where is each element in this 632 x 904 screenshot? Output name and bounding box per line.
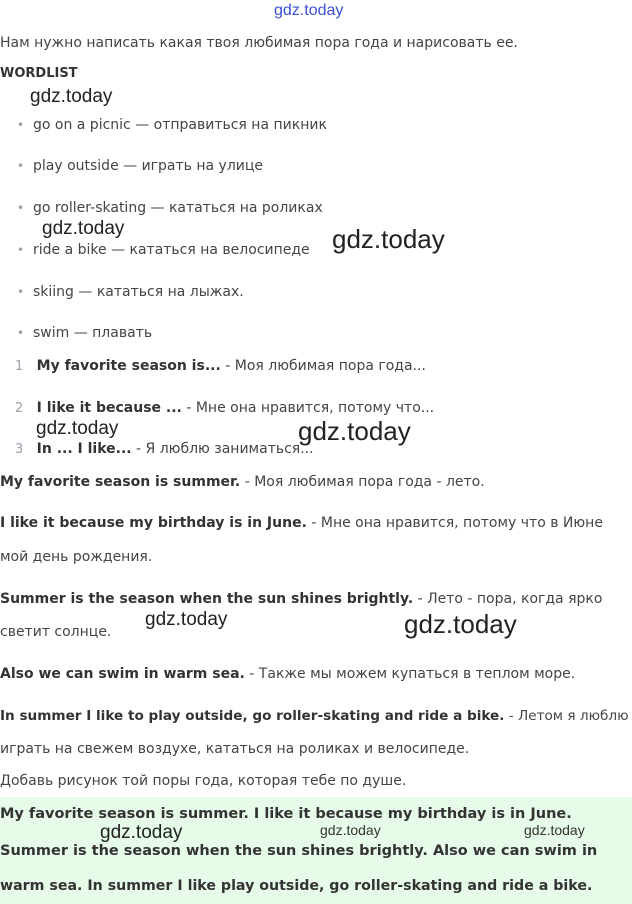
watermark: gdz.today bbox=[30, 86, 113, 107]
list-item: • swim — плавать bbox=[17, 325, 153, 341]
phrase-item: 2 I like it because ... - Мне она нравится, потому что... bbox=[15, 400, 435, 416]
task-text: Нам нужно написать какая твоя любимая пора года и нарисовать ее. bbox=[0, 35, 518, 51]
final-text-line: My favorite season is summer. I like it because my birthday is in June. bbox=[0, 806, 572, 822]
translation-line: Summer is the season when the sun shines brightly. - Лето - пора, когда ярко bbox=[0, 591, 603, 607]
list-item: • go on a picnic — отправиться на пикник bbox=[17, 117, 327, 133]
watermark-top: gdz.today bbox=[274, 2, 344, 19]
list-item: • play outside — играть на улице bbox=[17, 158, 264, 174]
translation-line: In summer I like to play outside, go roller-skating and ride a bike. - Летом я люблю bbox=[0, 708, 629, 724]
watermark: gdz.today bbox=[100, 822, 183, 843]
draw-note: Добавь рисунок той поры года, которая тебе по душе. bbox=[0, 773, 407, 789]
watermark: gdz.today bbox=[298, 416, 411, 446]
phrase-item: 3 In ... I like... - Я люблю заниматься... bbox=[15, 441, 314, 457]
list-item: • skiing — кататься на лыжах. bbox=[17, 284, 244, 300]
watermark: gdz.today bbox=[320, 822, 381, 838]
list-item: • ride a bike — кататься на велосипеде bbox=[17, 242, 310, 258]
final-text-line: warm sea. In summer I like play outside, go roller-skating and ride a bike. bbox=[0, 878, 593, 894]
translation-line: Also we can swim in warm sea. - Также мы можем купаться в теплом море. bbox=[0, 666, 576, 682]
watermark: gdz.today bbox=[36, 418, 119, 439]
translation-line-cont: светит солнце. bbox=[0, 624, 112, 640]
list-item: • go roller-skating — кататься на роликах bbox=[17, 200, 323, 216]
translation-line-cont: играть на свежем воздухе, кататься на роликах и велосипеде. bbox=[0, 741, 470, 757]
watermark: gdz.today bbox=[404, 609, 517, 639]
watermark: gdz.today bbox=[145, 609, 228, 630]
translation-line-cont: мой день рождения. bbox=[0, 549, 153, 565]
phrase-item: 1 My favorite season is... - Моя любимая пора года... bbox=[15, 358, 426, 374]
translation-line: I like it because my birthday is in June. - Мне она нравится, потому что в Июне bbox=[0, 515, 603, 531]
translation-line: My favorite season is summer. - Моя любимая пора года - лето. bbox=[0, 474, 485, 490]
final-text-line: Summer is the season when the sun shines brightly. Also we can swim in bbox=[0, 843, 598, 859]
watermark: gdz.today bbox=[42, 218, 125, 239]
wordlist-title: WORDLIST bbox=[0, 66, 78, 81]
watermark: gdz.today bbox=[524, 822, 585, 838]
watermark: gdz.today bbox=[332, 224, 445, 254]
